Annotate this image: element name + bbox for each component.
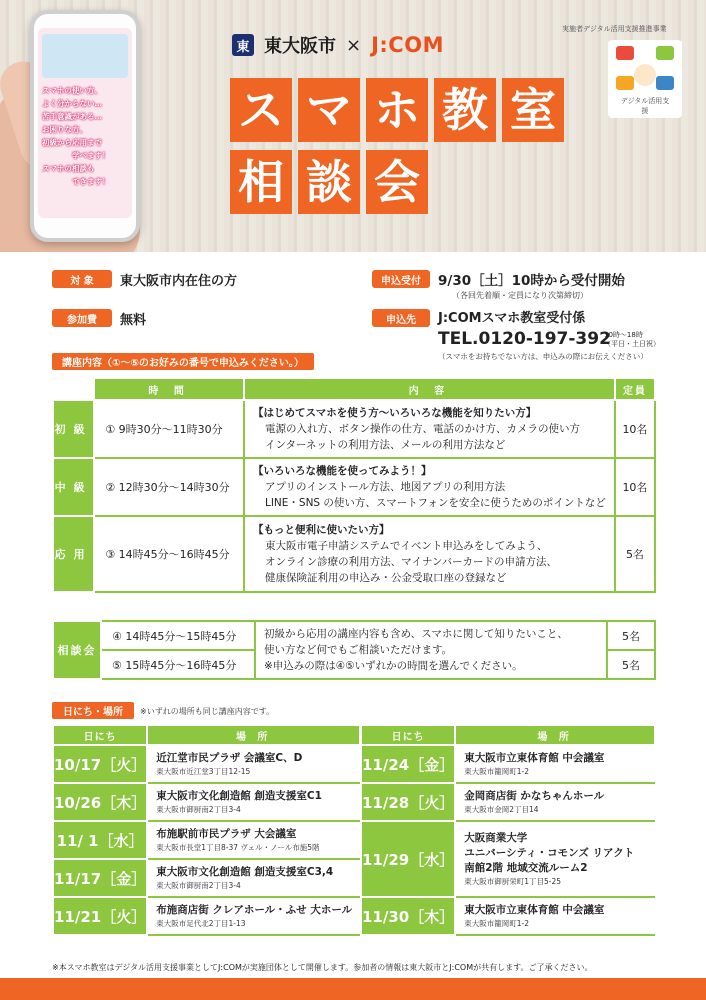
course-title: 【はじめてスマホを使う方〜いろいろな機能を知りたい方】 — [252, 407, 537, 419]
title-char: 談 — [298, 150, 360, 214]
course-level: 初級 — [53, 400, 94, 458]
course-time: ① 9時30分〜11時30分 — [94, 400, 244, 458]
venue-address: 東大阪市御厨栄町1丁目5-25 — [464, 877, 562, 886]
schedule-place — [455, 745, 655, 783]
phone-hours-line: （平日・土日祝） — [604, 340, 660, 348]
schedule-date: 11/ 1［水］ — [53, 821, 147, 859]
course-line: インターネットの利用方法、メールの利用方法など — [264, 439, 506, 451]
schedule-place — [147, 745, 360, 783]
target-label: 対 象 — [52, 270, 112, 288]
consult-description — [255, 621, 607, 679]
schedule-row — [361, 897, 655, 935]
fee-value: 無料 — [120, 313, 147, 328]
course-title: 【いろいろな機能を使ってみよう！】 — [252, 465, 432, 477]
schedule-table-right — [360, 724, 656, 936]
phone-message — [42, 84, 128, 188]
venue-address: 東大阪市近江堂3丁目12-15 — [156, 767, 251, 776]
logo-block — [616, 46, 634, 60]
course-line: オンライン診療の利用方法、マイナンバーカードの申請方法、 — [264, 556, 557, 568]
support-project-caption: 実施者デジタル活用支援推進事業 — [562, 25, 667, 33]
venue-name: 東大阪市文化創造館 創造支援室C1 — [156, 790, 322, 802]
people-illustration — [42, 34, 128, 78]
venue-name: 東大阪市立東体育館 中会議室 — [464, 904, 605, 916]
logo-block — [656, 46, 674, 60]
apply-to-value: J:COMスマホ教室受付係 — [438, 311, 586, 326]
title-line-2 — [230, 150, 428, 214]
schedule-date: 11/28［火］ — [361, 783, 455, 821]
schedule-date: 10/26［木］ — [53, 783, 147, 821]
schedule-row — [361, 821, 655, 897]
footer-bar — [0, 978, 706, 1000]
schedule-header-row — [361, 725, 655, 745]
header-time: 時 間 — [94, 378, 244, 400]
schedule-place — [147, 897, 360, 935]
course-capacity: 5名 — [615, 516, 655, 592]
schedule-row — [361, 783, 655, 821]
course-title: 【もっと便利に使いたい方】 — [252, 524, 390, 536]
title-char: 相 — [230, 150, 292, 214]
phone-screen — [38, 28, 132, 218]
venue-address: 東大阪市籠岡町1-2 — [464, 919, 529, 928]
smartphone-illustration — [30, 10, 140, 242]
phone-line: よく分からない… — [42, 99, 102, 108]
header-blank — [53, 378, 94, 400]
title-char: 会 — [366, 150, 428, 214]
schedule-date: 11/30［木］ — [361, 897, 455, 935]
venue-name: ユニバーシティ・コモンズ リアクト — [464, 847, 635, 859]
jcom-logo: J:COM — [371, 33, 444, 57]
schedule-place — [147, 859, 360, 897]
city-emblem-icon: 東 — [232, 34, 254, 56]
schedule-row — [361, 745, 655, 783]
smile-icon — [634, 64, 656, 86]
phone-line: スマホの使い方、 — [42, 86, 102, 95]
phone-line: 学べます！ — [72, 151, 110, 160]
schedule-place — [455, 783, 655, 821]
venue-address: 東大阪市金岡2丁目14 — [464, 805, 539, 814]
venue-address: 東大阪市籠岡町1-2 — [464, 767, 529, 776]
consult-row — [53, 621, 655, 650]
header-content: 内 容 — [244, 378, 615, 400]
course-line: 東大阪市電子申請システムでイベント申込みをしてみよう、 — [264, 540, 548, 552]
schedule-row — [53, 897, 360, 935]
venue-name: 布施駅前市民プラザ 大会議室 — [156, 828, 297, 840]
schedule-date: 11/17［金］ — [53, 859, 147, 897]
logo-caption: デジタル活用支援 — [620, 97, 670, 115]
course-description — [244, 400, 615, 458]
apply-period-value: 9/30［土］10時から受付開始 — [438, 273, 625, 289]
fee-label: 参加費 — [52, 309, 112, 327]
venue-name: 近江堂市民プラザ 会議室C、D — [156, 752, 303, 764]
digital-support-logo — [608, 40, 682, 118]
footer-note: ※本スマホ教室はデジタル活用支援事業としてJ:COMが実施団体として開催します。参加者の情報は東大阪市とJ:COMが共有します。ご了承ください。 — [52, 963, 593, 972]
logo-block — [656, 76, 674, 90]
schedule-place — [455, 897, 655, 935]
course-row — [53, 458, 655, 516]
venue-name: 東大阪市立東体育館 中会議室 — [464, 752, 605, 764]
course-row — [53, 400, 655, 458]
phone-line: スマホの相談も — [42, 164, 95, 173]
header-date: 日にち — [53, 725, 147, 745]
course-line: アプリのインストール方法、地図アプリの利用方法 — [264, 481, 506, 493]
schedule-row — [53, 859, 360, 897]
venue-name: 東大阪市文化創造館 創造支援室C3,4 — [156, 866, 334, 878]
schedule-date: 11/21［火］ — [53, 897, 147, 935]
schedule-place — [455, 821, 655, 897]
course-line: 健康保険証利用の申込み・公金受取口座の登録など — [264, 572, 507, 584]
venue-name: 大阪商業大学 — [464, 832, 528, 844]
consult-capacity: 5名 — [607, 650, 655, 679]
phone-line: お困りな方、 — [42, 125, 87, 134]
logo-block — [616, 76, 634, 90]
consult-line: 使い方など何でもご相談いただけます。 — [264, 644, 453, 656]
course-header-row — [53, 378, 655, 400]
consult-level: 相談会 — [53, 621, 101, 679]
consult-capacity: 5名 — [607, 621, 655, 650]
title-line-1 — [230, 78, 564, 142]
title-char: ス — [230, 78, 292, 142]
schedule-note: ※いずれの場所も同じ講座内容です。 — [140, 707, 275, 716]
course-table — [52, 377, 656, 593]
course-capacity: 10名 — [615, 400, 655, 458]
venue-address: 東大阪市長堂1丁目8-37 ヴェル・ノール布施5階 — [156, 843, 320, 852]
schedule-row — [53, 821, 360, 859]
phone-hours-line: 10時〜18時 — [604, 331, 643, 339]
venue-address: 東大阪市御厨南2丁目3-4 — [156, 805, 241, 814]
schedule-label: 日にち・場所 — [52, 702, 134, 719]
venue-name: 金岡商店街 かなちゃんホール — [464, 790, 605, 802]
venue-name: 南館2階 地域交流ルーム2 — [464, 862, 588, 874]
schedule-date: 11/29［水］ — [361, 821, 455, 897]
title-char: 室 — [502, 78, 564, 142]
course-row — [53, 516, 655, 592]
apply-period-note: （各回先着順・定員になり次第締切） — [452, 291, 588, 300]
phone-hours — [604, 331, 660, 349]
logo-separator: × — [346, 34, 362, 56]
course-time: ② 12時30分〜14時30分 — [94, 458, 244, 516]
schedule-row — [53, 745, 360, 783]
hero-banner — [0, 0, 706, 252]
schedule-date: 11/24［金］ — [361, 745, 455, 783]
phone-line: 初級から応用まで — [42, 138, 102, 147]
phone-line: 苦手意識がある… — [42, 112, 102, 121]
schedule-date: 10/17［火］ — [53, 745, 147, 783]
consult-line: ※申込みの際は④⑤いずれかの時間を選んでください。 — [264, 660, 523, 672]
schedule-place — [147, 821, 360, 859]
header-date: 日にち — [361, 725, 455, 745]
phone-line: できます！ — [72, 177, 110, 186]
course-line: 電源の入れ方、ボタン操作の仕方、電話のかけ方、カメラの使い方 — [264, 423, 580, 435]
consult-line: 初級から応用の講座内容も含め、スマホに関して知りたいこと、 — [264, 628, 568, 640]
apply-to-label: 申込先 — [372, 309, 430, 327]
schedule-table-left — [52, 724, 361, 936]
title-char: ホ — [366, 78, 428, 142]
course-line: LINE・SNS の使い方、スマートフォンを安全に使うためのポイントなど — [264, 497, 606, 509]
header-capacity: 定員 — [615, 378, 655, 400]
course-description — [244, 516, 615, 592]
target-value: 東大阪市内在住の方 — [120, 274, 238, 289]
schedule-header-row — [53, 725, 360, 745]
course-level: 応用 — [53, 516, 94, 592]
consult-table — [52, 620, 656, 680]
title-char: 教 — [434, 78, 496, 142]
city-logo-text: 東大阪市 — [264, 36, 336, 57]
header-place: 場 所 — [147, 725, 360, 745]
phone-number[interactable]: TEL.0120-197-392 — [438, 329, 611, 349]
schedule-row — [53, 783, 360, 821]
course-notice: 講座内容（①〜⑤のお好みの番号で申込みください。） — [52, 353, 314, 370]
venue-address: 東大阪市御厨南2丁目3-4 — [156, 881, 241, 890]
course-description — [244, 458, 615, 516]
apply-period-label: 申込受付 — [372, 270, 430, 288]
course-capacity: 10名 — [615, 458, 655, 516]
logo-row — [232, 32, 444, 58]
consult-time: ④ 14時45分〜15時45分 — [101, 621, 255, 650]
venue-address: 東大阪市足代北2丁目1-13 — [156, 919, 246, 928]
title-char: マ — [298, 78, 360, 142]
course-time: ③ 14時45分〜16時45分 — [94, 516, 244, 592]
phone-note: （スマホをお持ちでない方は、申込みの際にお伝えください） — [438, 352, 648, 361]
header-place: 場 所 — [455, 725, 655, 745]
course-level: 中級 — [53, 458, 94, 516]
consult-time: ⑤ 15時45分〜16時45分 — [101, 650, 255, 679]
venue-name: 布施商店街 クレアホール・ふせ 大ホール — [156, 904, 353, 916]
schedule-place — [147, 783, 360, 821]
